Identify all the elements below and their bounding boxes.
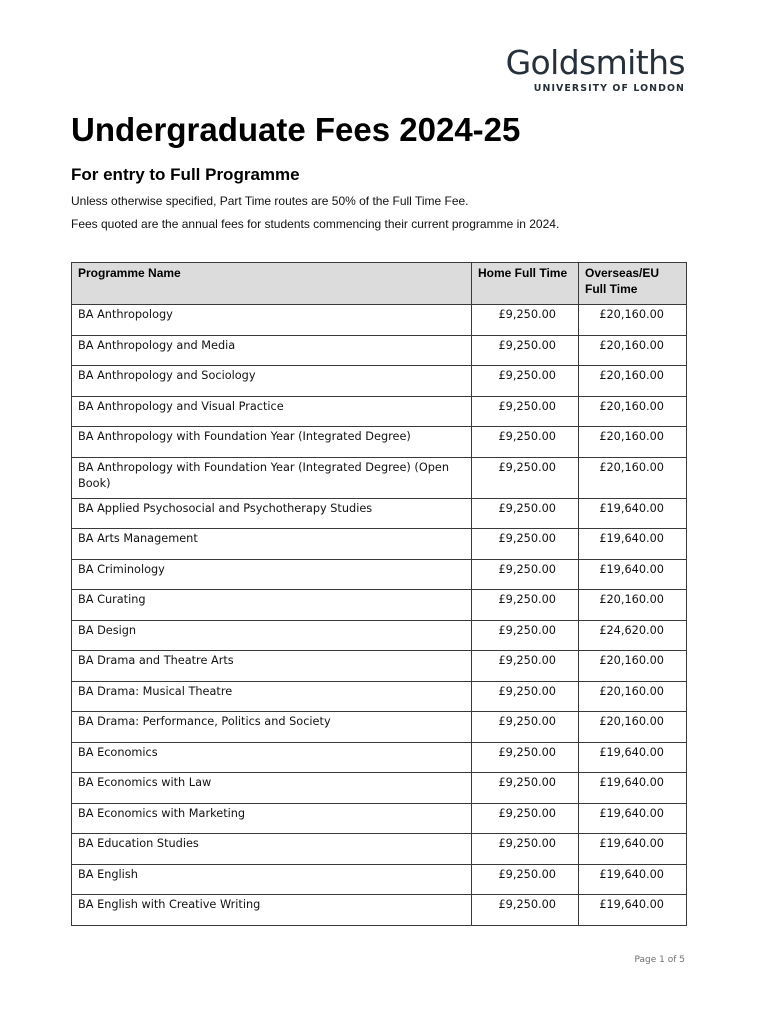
programme-name-cell: BA Criminology (72, 559, 472, 590)
table-row (72, 559, 687, 590)
overseas-fee-cell: £19,640.00 (579, 742, 687, 773)
programme-name-cell: BA Economics (72, 742, 472, 773)
overseas-fee-cell: £20,160.00 (579, 681, 687, 712)
home-fee-cell: £9,250.00 (472, 620, 579, 651)
overseas-fee-cell: £19,640.00 (579, 864, 687, 895)
programme-name-cell: BA Arts Management (72, 529, 472, 560)
home-fee-cell: £9,250.00 (472, 773, 579, 804)
table-row (72, 529, 687, 560)
overseas-fee-cell: £20,160.00 (579, 590, 687, 621)
goldsmiths-logo (506, 44, 685, 95)
home-fee-cell: £9,250.00 (472, 712, 579, 743)
home-fee-cell: £9,250.00 (472, 651, 579, 682)
programme-name-cell: BA Anthropology (72, 305, 472, 336)
programme-name-cell: BA Curating (72, 590, 472, 621)
programme-name-cell: BA Drama: Performance, Politics and Society (72, 712, 472, 743)
overseas-fee-cell: £19,640.00 (579, 498, 687, 529)
overseas-fee-cell: £19,640.00 (579, 529, 687, 560)
table-row (72, 681, 687, 712)
logo-name: Goldsmiths (505, 43, 685, 82)
table-row (72, 895, 687, 926)
table-header-row (72, 263, 687, 305)
home-fee-cell: £9,250.00 (472, 590, 579, 621)
overseas-fee-cell: £20,160.00 (579, 427, 687, 458)
table-row (72, 366, 687, 397)
programme-name-cell: BA Education Studies (72, 834, 472, 865)
table-row (72, 305, 687, 336)
home-fee-cell: £9,250.00 (472, 498, 579, 529)
table-row (72, 651, 687, 682)
table-row (72, 335, 687, 366)
overseas-fee-cell: £20,160.00 (579, 457, 687, 498)
programme-name-cell: BA Anthropology with Foundation Year (Integrated Degree) (Open Book) (72, 457, 472, 498)
table-row (72, 427, 687, 458)
table-row (72, 803, 687, 834)
programme-name-cell: BA Anthropology with Foundation Year (Integrated Degree) (72, 427, 472, 458)
overseas-fee-cell: £20,160.00 (579, 396, 687, 427)
overseas-fee-cell: £20,160.00 (579, 366, 687, 397)
fees-table (71, 262, 687, 926)
programme-name-cell: BA Economics with Law (72, 773, 472, 804)
page-subtitle: For entry to Full Programme (71, 165, 300, 184)
home-fee-cell: £9,250.00 (472, 427, 579, 458)
programme-name-cell: BA Economics with Marketing (72, 803, 472, 834)
table-row (72, 620, 687, 651)
home-fee-cell: £9,250.00 (472, 559, 579, 590)
header-home-full-time: Home Full Time (472, 263, 579, 305)
table-row (72, 396, 687, 427)
programme-name-cell: BA Drama and Theatre Arts (72, 651, 472, 682)
home-fee-cell: £9,250.00 (472, 864, 579, 895)
programme-name-cell: BA Applied Psychosocial and Psychotherapy Studies (72, 498, 472, 529)
table-row (72, 498, 687, 529)
programme-name-cell: BA Anthropology and Sociology (72, 366, 472, 397)
overseas-fee-cell: £20,160.00 (579, 335, 687, 366)
overseas-fee-cell: £19,640.00 (579, 559, 687, 590)
home-fee-cell: £9,250.00 (472, 457, 579, 498)
overseas-fee-cell: £20,160.00 (579, 305, 687, 336)
home-fee-cell: £9,250.00 (472, 335, 579, 366)
overseas-fee-cell: £19,640.00 (579, 803, 687, 834)
overseas-fee-cell: £20,160.00 (579, 651, 687, 682)
table-row (72, 834, 687, 865)
programme-name-cell: BA Anthropology and Media (72, 335, 472, 366)
home-fee-cell: £9,250.00 (472, 396, 579, 427)
programme-name-cell: BA English (72, 864, 472, 895)
home-fee-cell: £9,250.00 (472, 366, 579, 397)
table-row (72, 864, 687, 895)
home-fee-cell: £9,250.00 (472, 305, 579, 336)
programme-name-cell: BA Drama: Musical Theatre (72, 681, 472, 712)
table-row (72, 590, 687, 621)
home-fee-cell: £9,250.00 (472, 803, 579, 834)
table-row (72, 457, 687, 498)
home-fee-cell: £9,250.00 (472, 742, 579, 773)
overseas-fee-cell: £19,640.00 (579, 834, 687, 865)
header-programme-name: Programme Name (72, 263, 472, 305)
overseas-fee-cell: £19,640.00 (579, 773, 687, 804)
table-row (72, 712, 687, 743)
programme-name-cell: BA English with Creative Writing (72, 895, 472, 926)
home-fee-cell: £9,250.00 (472, 895, 579, 926)
part-time-note: Unless otherwise specified, Part Time routes are 50% of the Full Time Fee. (71, 194, 469, 208)
home-fee-cell: £9,250.00 (472, 681, 579, 712)
annual-fees-note: Fees quoted are the annual fees for students commencing their current programme in 2024. (71, 217, 560, 231)
home-fee-cell: £9,250.00 (472, 834, 579, 865)
page-title: Undergraduate Fees 2024-25 (71, 111, 521, 148)
programme-name-cell: BA Design (72, 620, 472, 651)
programme-name-cell: BA Anthropology and Visual Practice (72, 396, 472, 427)
overseas-fee-cell: £19,640.00 (579, 895, 687, 926)
table-row (72, 773, 687, 804)
overseas-fee-cell: £20,160.00 (579, 712, 687, 743)
table-row (72, 742, 687, 773)
logo-subtitle: UNIVERSITY OF LONDON (533, 83, 685, 94)
header-overseas-full-time: Overseas/EU Full Time (579, 263, 687, 305)
home-fee-cell: £9,250.00 (472, 529, 579, 560)
overseas-fee-cell: £24,620.00 (579, 620, 687, 651)
page-number: Page 1 of 5 (634, 955, 685, 965)
